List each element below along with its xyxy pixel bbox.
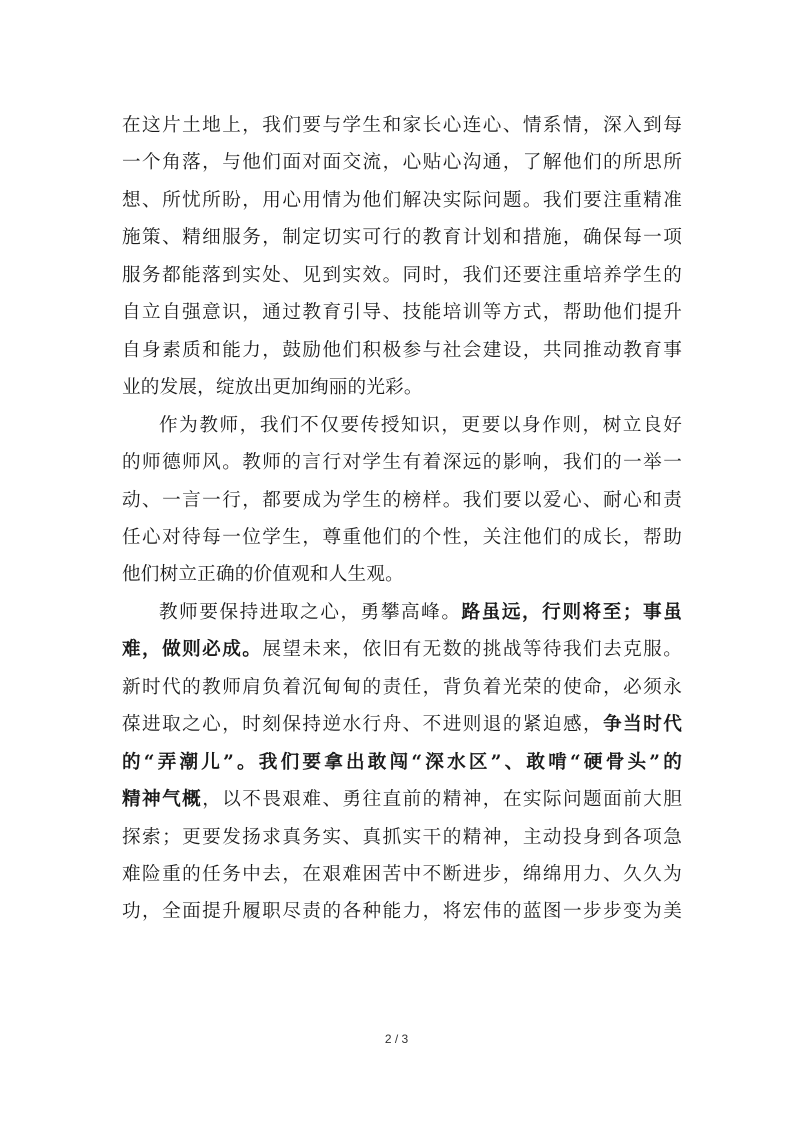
text-line [122, 108, 682, 144]
text-run: 葆进取之心，时刻保持逆水行舟、不进则退的紧迫感， [122, 714, 604, 736]
text-run: 新时代的教师肩负着沉甸甸的责任，背负着光荣的使命，必须永 [122, 676, 682, 698]
text-run: 业的发展，绽放出更加绚丽的光彩。 [122, 377, 423, 399]
text-run: 教师要保持进取之心，勇攀高峰。 [159, 601, 462, 623]
text-line [122, 782, 682, 818]
text-run: 探索；更要发扬求真务实、真抓实干的精神，主动投身到各项急 [122, 826, 682, 848]
text-line [122, 670, 682, 706]
text-run: 施策、精细服务，制定切实可行的教育计划和措施，确保每一项 [122, 227, 682, 249]
text-line [122, 894, 682, 930]
bold-text-run: 精神气概 [122, 789, 203, 811]
text-line [122, 333, 682, 369]
text-run: 的师德师风。教师的言行对学生有着深远的影响，我们的一举一 [122, 452, 682, 474]
text-run: 动、一言一行，都要成为学生的榜样。我们要以爱心、耐心和责 [122, 489, 682, 511]
text-line [122, 707, 682, 743]
text-run: 他们树立正确的价值观和人生观。 [122, 564, 404, 586]
text-run: 服务都能落到实处、见到实效。同时，我们还要注重培养学生的 [122, 264, 682, 286]
text-run: 在这片土地上，我们要与学生和家长心连心、情系情，深入到每 [122, 115, 682, 136]
text-line [122, 258, 682, 294]
text-run: 难险重的任务中去，在艰难困苦中不断进步，绵绵用力、久久为 [122, 864, 682, 885]
text-run: 展望未来，依旧有无数的挑战等待我们去克服。 [262, 639, 682, 661]
text-run: 任心对待每一位学生，尊重他们的个性，关注他们的成长，帮助 [122, 526, 682, 548]
text-line [122, 857, 682, 893]
text-line [122, 145, 682, 181]
text-run: 想、所忧所盼，用心用情为他们解决实际问题。我们要注重精准 [122, 189, 682, 211]
text-run: ，以不畏艰难、勇往直前的精神，在实际问题面前大胆 [202, 789, 682, 811]
text-line [122, 183, 682, 219]
bold-text-run: 路虽远，行则将至；事虽 [461, 601, 682, 623]
text-line [122, 557, 682, 593]
text-line [122, 632, 682, 668]
text-line [122, 220, 682, 256]
text-line [122, 820, 682, 856]
text-run: 一个角落，与他们面对面交流，心贴心沟通，了解他们的所思所 [122, 152, 682, 174]
text-line [122, 295, 682, 331]
text-line [159, 408, 682, 444]
bold-text-run: 难，做则必成。 [122, 639, 263, 661]
text-line [122, 520, 682, 556]
text-run: 自身素质和能力，鼓励他们积极参与社会建设，共同推动教育事 [122, 339, 682, 361]
text-run: 功，全面提升履职尽责的各种能力，将宏伟的蓝图一步步变为美 [122, 901, 682, 923]
text-line [122, 745, 682, 781]
bold-text-run: 争当时代 [603, 714, 682, 736]
bold-text-run: 的“弄潮儿”。我们要拿出敢闯“深水区”、敢啃“硬骨头”的 [122, 751, 682, 773]
page-number: 2 / 3 [384, 1032, 409, 1046]
text-line [122, 445, 682, 481]
text-line [159, 595, 682, 631]
text-run: 自立自强意识，通过教育引导、技能培训等方式，帮助他们提升 [122, 302, 682, 324]
text-line [122, 483, 682, 519]
text-line [122, 370, 682, 406]
text-run: 作为教师，我们不仅要传授知识，更要以身作则，树立良好 [159, 414, 682, 436]
